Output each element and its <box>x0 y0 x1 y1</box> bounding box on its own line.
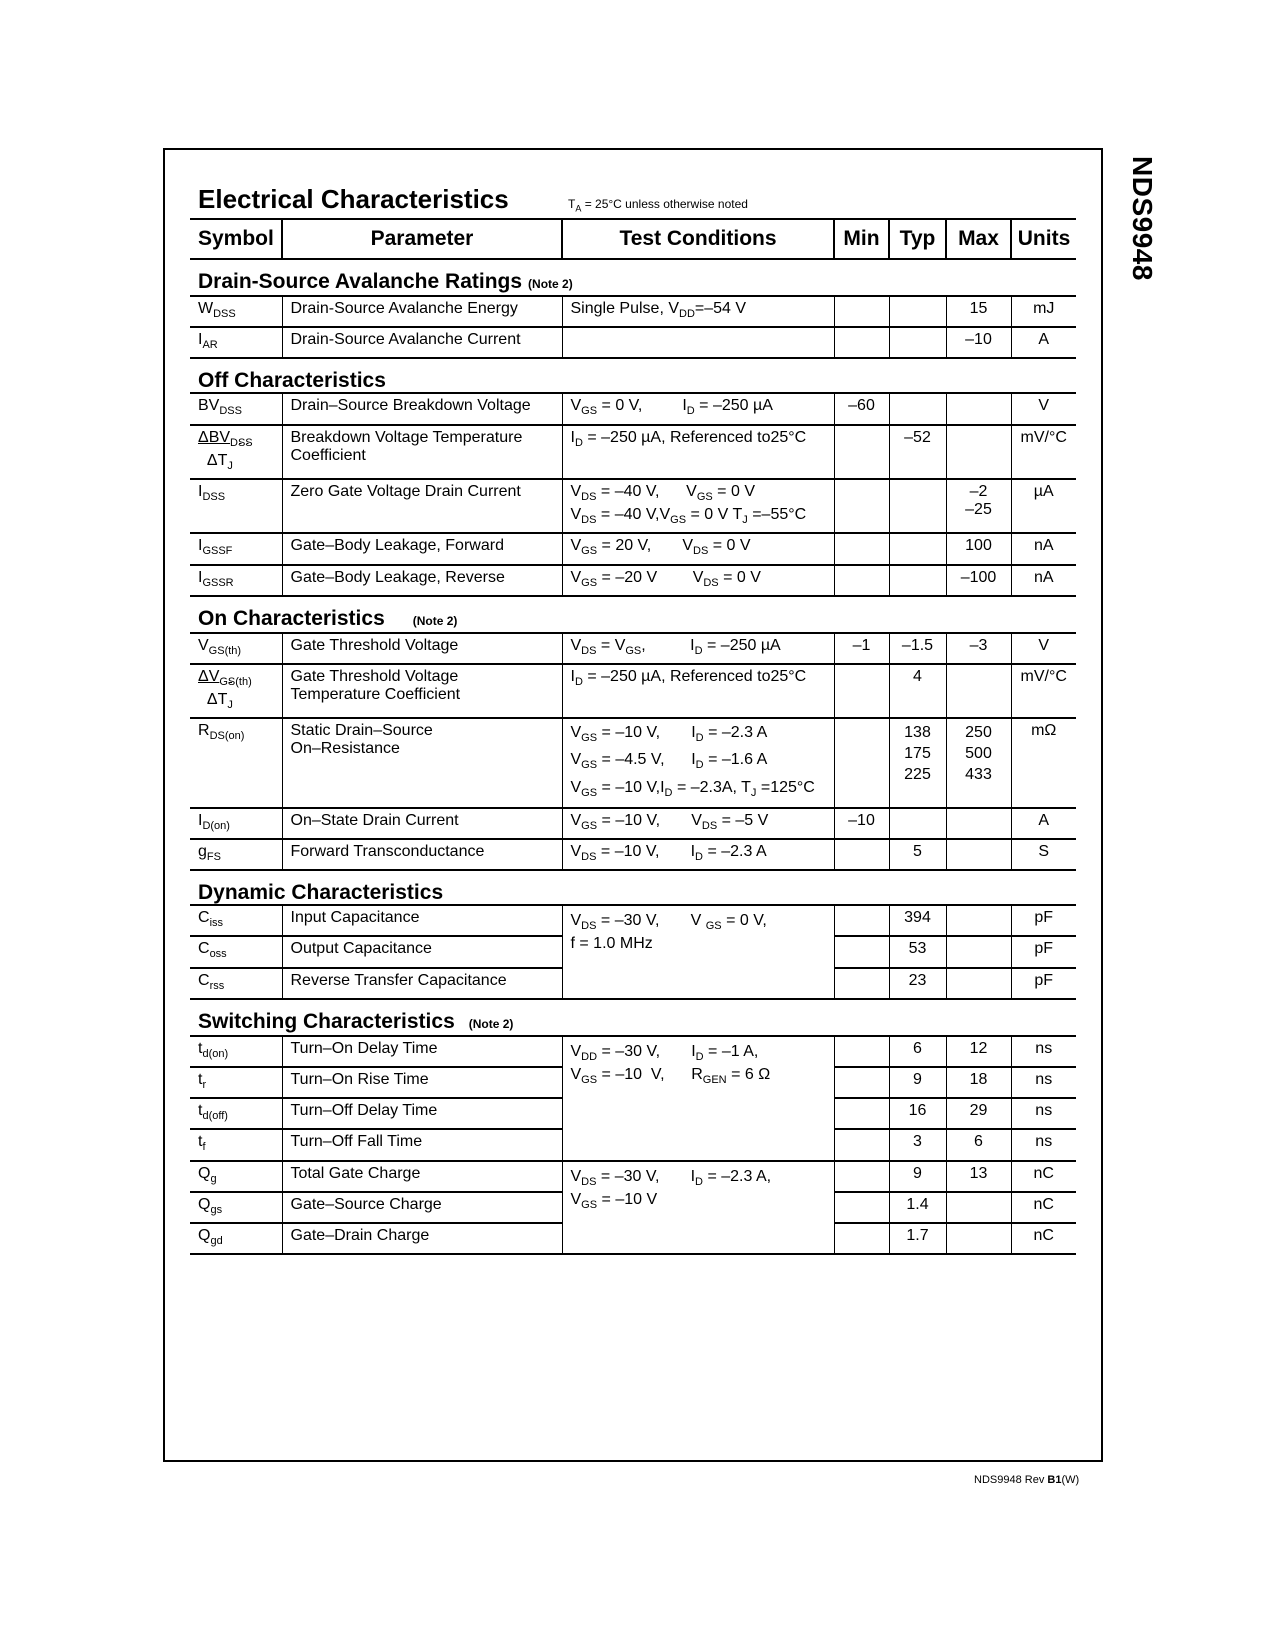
table-row: $t_{d(on)}$ Turn–On Delay Time $V_{DD} = -30$ V, $I_D = -1$ A, $V_{GS} = -10$ V, $R_{GEN} = 6$ Ω 6 12 ns <box>190 1036 1076 1067</box>
header-row <box>190 219 1076 259</box>
page-heading: Electrical Characteristics <box>198 184 509 214</box>
table-row: $I_{GSSF}$ Gate–Body Leakage, Forward $V_{GS} = 20$ V, $V_{DS} = 0$ V 100 nA <box>190 533 1076 564</box>
table-row: $BV_{DSS}$ Drain–Source Breakdown Voltage $V_{GS} = 0$ V, $I_D = -250$ µA –60 V <box>190 393 1076 424</box>
table-row: $t_{d(off)}$ Turn–Off Delay Time 16 29 ns <box>190 1098 1076 1129</box>
col-symbol: Symbol <box>190 219 282 259</box>
section-on: On Characteristics (Note 2) <box>190 596 1076 633</box>
table-row: $C_{iss}$ Input Capacitance $V_{DS} = -30$ V, V $_{GS}$ = 0 V, f = 1.0 MHz 394 pF <box>190 905 1076 936</box>
table-row: $I_{D(on)}$ On–State Drain Current $V_{GS} = -10$ V, $V_{DS} = -5$ V –10 A <box>190 808 1076 839</box>
temperature-condition-note: $T_A = 25^\circ C$ unless otherwise noted <box>568 197 748 214</box>
section-switching: Switching Characteristics (Note 2) <box>190 999 1076 1036</box>
table-row: $Q_{gd}$ Gate–Drain Charge 1.7 nC <box>190 1223 1076 1254</box>
col-typ: Typ <box>889 219 946 259</box>
table-row: $I_{GSSR}$ Gate–Body Leakage, Reverse $V_{GS} = -20$ V $V_{DS} = 0$ V –100 nA <box>190 565 1076 596</box>
table-row: $t_f$ Turn–Off Fall Time 3 6 ns <box>190 1129 1076 1160</box>
revision-footer: NDS9948 Rev B1(W) <box>974 1474 1080 1486</box>
table-row: $C_{oss}$ Output Capacitance 53 pF <box>190 936 1076 967</box>
table-row: $I_{AR}$ Drain-Source Avalanche Current –10 A <box>190 327 1076 358</box>
section-avalanche: Drain-Source Avalanche Ratings (Note 2) <box>190 259 1076 296</box>
table-row: $C_{rss}$ Reverse Transfer Capacitance 23 pF <box>190 968 1076 999</box>
table-row: $V_{GS(th)}$ Gate Threshold Voltage $V_{DS} = V_{GS}$, $I_D = -250$ µA –1 –1.5 –3 V <box>190 633 1076 664</box>
section-dynamic: Dynamic Characteristics <box>190 870 1076 905</box>
col-parameter: Parameter <box>282 219 562 259</box>
section-off: Off Characteristics <box>190 358 1076 393</box>
table-row: $Q_{gs}$ Gate–Source Charge 1.4 nC <box>190 1192 1076 1223</box>
table-row: $W_{DSS}$ Drain-Source Avalanche Energy Single Pulse, $V_{DD}=-54$ V 15 mJ <box>190 296 1076 327</box>
table-row: $R_{DS(on)}$ Static Drain–Source On–Resistance $V_{GS} = -10$ V, $I_D = -2.3$ A $V_{GS} = -4.5$ V, $I_D = -1.6$ A $V_{GS} = -10$ $V,I_D = -2.3A$, $T_J =125^\circ C$ 138 175 225 250 500 433 mΩ <box>190 718 1076 808</box>
table-row: $Q_g$ Total Gate Charge $V_{DS} = -30$ V, $I_D = -2.3$ A, $V_{GS} = -10$ V 9 13 nC <box>190 1161 1076 1192</box>
table-row: $\Delta V_{GS(th)}$ $\Delta T_J$ Gate Threshold Voltage Temperature Coefficient $I_D = -250$ µA, Referenced to25°C 4 mV/°C <box>190 664 1076 718</box>
col-units: Units <box>1011 219 1076 259</box>
electrical-characteristics-table <box>190 218 1076 1255</box>
col-test-conditions: Test Conditions <box>562 219 834 259</box>
part-number-side-title: NDS9948 <box>1127 156 1158 281</box>
col-max: Max <box>946 219 1011 259</box>
table-row: $t_r$ Turn–On Rise Time 9 18 ns <box>190 1067 1076 1098</box>
table-row: $I_{DSS}$ Zero Gate Voltage Drain Current $V_{DS} = -40$ V, $V_{GS} = 0$ V $V_{DS} = -40$ $V,V_{GS} = 0$ V $T_J =-55^\circ C$ –2 –25 µA <box>190 479 1076 533</box>
table-row: $\Delta BV_{DSS}$ $\Delta T_J$ Breakdown Voltage Temperature Coefficient $I_D = -250$ µA, Referenced to25°C –52 mV/°C <box>190 425 1076 479</box>
table-row: $g_{FS}$ Forward Transconductance $V_{DS} = -10$ V, $I_D = -2.3$ A 5 S <box>190 839 1076 870</box>
col-min: Min <box>834 219 889 259</box>
